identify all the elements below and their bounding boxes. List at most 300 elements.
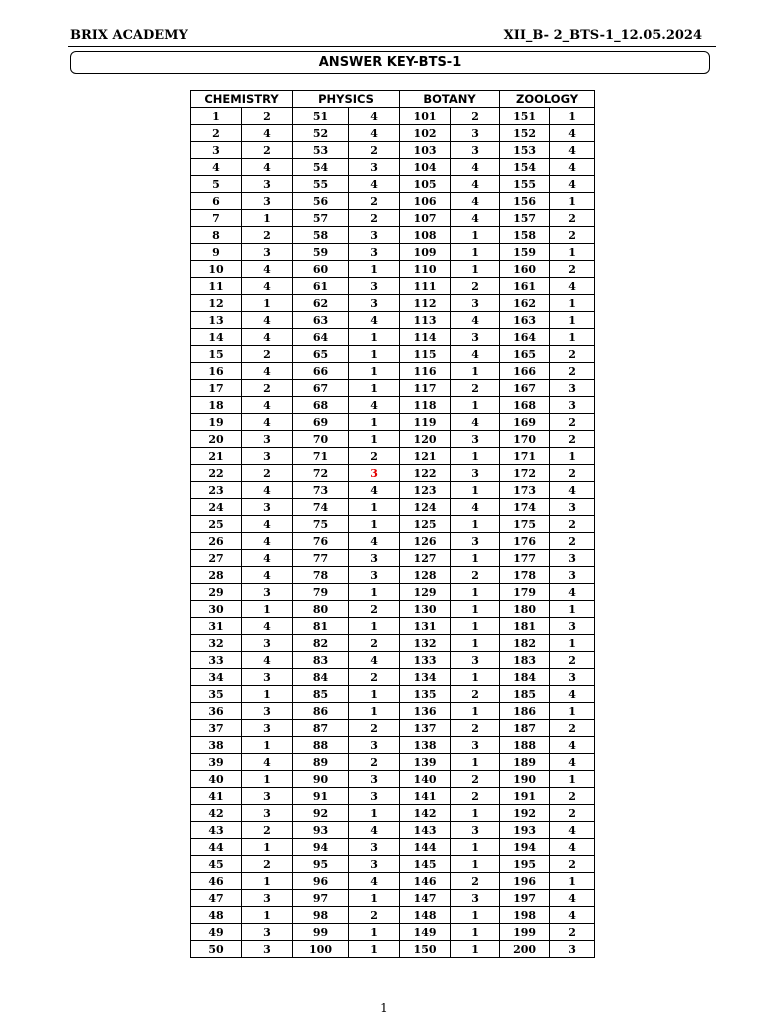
question-number: 48 <box>191 907 242 924</box>
answer-value: 3 <box>451 737 500 754</box>
question-number: 22 <box>191 465 242 482</box>
answer-value: 3 <box>242 703 293 720</box>
question-number: 7 <box>191 210 242 227</box>
answer-value: 4 <box>242 567 293 584</box>
answer-value: 4 <box>550 176 595 193</box>
answer-value: 4 <box>242 533 293 550</box>
answer-value: 1 <box>550 771 595 788</box>
answer-value: 1 <box>451 397 500 414</box>
question-number: 10 <box>191 261 242 278</box>
question-number: 100 <box>293 941 349 958</box>
table-row <box>191 278 595 295</box>
answer-value: 4 <box>451 176 500 193</box>
answer-value: 3 <box>451 890 500 907</box>
question-number: 198 <box>500 907 550 924</box>
question-number: 125 <box>400 516 451 533</box>
answer-value: 1 <box>451 924 500 941</box>
answer-value: 2 <box>349 635 400 652</box>
question-number: 14 <box>191 329 242 346</box>
question-number: 145 <box>400 856 451 873</box>
question-number: 129 <box>400 584 451 601</box>
question-number: 127 <box>400 550 451 567</box>
question-number: 115 <box>400 346 451 363</box>
answer-value: 1 <box>242 839 293 856</box>
answer-value: 4 <box>451 414 500 431</box>
answer-value: 4 <box>550 142 595 159</box>
question-number: 138 <box>400 737 451 754</box>
table-row <box>191 329 595 346</box>
answer-value: 3 <box>451 533 500 550</box>
question-number: 158 <box>500 227 550 244</box>
question-number: 192 <box>500 805 550 822</box>
answer-value: 3 <box>451 295 500 312</box>
question-number: 83 <box>293 652 349 669</box>
question-number: 95 <box>293 856 349 873</box>
question-number: 168 <box>500 397 550 414</box>
question-number: 96 <box>293 873 349 890</box>
question-number: 38 <box>191 737 242 754</box>
answer-value: 4 <box>242 125 293 142</box>
question-number: 72 <box>293 465 349 482</box>
answer-value: 1 <box>451 448 500 465</box>
answer-value: 1 <box>349 941 400 958</box>
question-number: 34 <box>191 669 242 686</box>
answer-value: 1 <box>349 584 400 601</box>
answer-value: 2 <box>349 193 400 210</box>
question-number: 174 <box>500 499 550 516</box>
table-row <box>191 652 595 669</box>
question-number: 191 <box>500 788 550 805</box>
question-number: 101 <box>400 108 451 125</box>
answer-value: 1 <box>349 363 400 380</box>
answer-value: 3 <box>550 669 595 686</box>
question-number: 146 <box>400 873 451 890</box>
answer-value: 3 <box>242 499 293 516</box>
question-number: 160 <box>500 261 550 278</box>
question-number: 42 <box>191 805 242 822</box>
answer-value: 2 <box>242 822 293 839</box>
question-number: 184 <box>500 669 550 686</box>
question-number: 154 <box>500 159 550 176</box>
question-number: 94 <box>293 839 349 856</box>
answer-value: 4 <box>550 822 595 839</box>
answer-value: 1 <box>349 380 400 397</box>
question-number: 187 <box>500 720 550 737</box>
answer-value: 2 <box>550 431 595 448</box>
answer-value: 3 <box>349 737 400 754</box>
question-number: 135 <box>400 686 451 703</box>
answer-value: 3 <box>550 550 595 567</box>
answer-value: 4 <box>242 652 293 669</box>
question-number: 39 <box>191 754 242 771</box>
question-number: 21 <box>191 448 242 465</box>
answer-value: 2 <box>550 465 595 482</box>
question-number: 180 <box>500 601 550 618</box>
answer-value: 1 <box>242 686 293 703</box>
answer-value: 3 <box>550 380 595 397</box>
question-number: 13 <box>191 312 242 329</box>
answer-value: 2 <box>242 465 293 482</box>
question-number: 141 <box>400 788 451 805</box>
question-number: 188 <box>500 737 550 754</box>
question-number: 133 <box>400 652 451 669</box>
answer-value: 2 <box>550 533 595 550</box>
answer-value: 2 <box>242 142 293 159</box>
question-number: 112 <box>400 295 451 312</box>
answer-value: 2 <box>242 856 293 873</box>
question-number: 116 <box>400 363 451 380</box>
question-number: 78 <box>293 567 349 584</box>
table-row <box>191 567 595 584</box>
answer-value: 3 <box>242 924 293 941</box>
answer-value: 3 <box>349 771 400 788</box>
question-number: 193 <box>500 822 550 839</box>
table-row <box>191 686 595 703</box>
answer-value: 3 <box>451 125 500 142</box>
answer-value: 1 <box>451 584 500 601</box>
question-number: 104 <box>400 159 451 176</box>
question-number: 189 <box>500 754 550 771</box>
question-number: 55 <box>293 176 349 193</box>
answer-value: 1 <box>349 924 400 941</box>
answer-value: 1 <box>349 703 400 720</box>
answer-value: 1 <box>451 635 500 652</box>
question-number: 91 <box>293 788 349 805</box>
question-number: 82 <box>293 635 349 652</box>
question-number: 128 <box>400 567 451 584</box>
answer-value: 3 <box>242 431 293 448</box>
question-number: 92 <box>293 805 349 822</box>
answer-value: 1 <box>550 329 595 346</box>
question-number: 140 <box>400 771 451 788</box>
answer-value: 4 <box>242 618 293 635</box>
question-number: 70 <box>293 431 349 448</box>
table-header-row <box>191 91 595 108</box>
table-row <box>191 108 595 125</box>
answer-value: 2 <box>550 652 595 669</box>
answer-value: 4 <box>349 873 400 890</box>
answer-value: 1 <box>349 414 400 431</box>
answer-value: 1 <box>550 108 595 125</box>
question-number: 67 <box>293 380 349 397</box>
answer-value: 3 <box>349 227 400 244</box>
question-number: 84 <box>293 669 349 686</box>
question-number: 117 <box>400 380 451 397</box>
question-number: 56 <box>293 193 349 210</box>
question-number: 126 <box>400 533 451 550</box>
answer-value: 1 <box>451 941 500 958</box>
question-number: 161 <box>500 278 550 295</box>
answer-value: 2 <box>451 278 500 295</box>
answer-value: 1 <box>451 227 500 244</box>
answer-value: 4 <box>349 822 400 839</box>
question-number: 51 <box>293 108 349 125</box>
question-number: 50 <box>191 941 242 958</box>
question-number: 93 <box>293 822 349 839</box>
question-number: 119 <box>400 414 451 431</box>
question-number: 45 <box>191 856 242 873</box>
answer-value: 4 <box>349 397 400 414</box>
table-row <box>191 822 595 839</box>
table-row <box>191 227 595 244</box>
answer-value: 1 <box>550 448 595 465</box>
answer-value: 4 <box>550 890 595 907</box>
answer-value: 1 <box>451 516 500 533</box>
answer-value: 2 <box>242 227 293 244</box>
answer-value: 1 <box>242 210 293 227</box>
answer-value: 3 <box>550 618 595 635</box>
answer-value: 1 <box>242 295 293 312</box>
table-row <box>191 414 595 431</box>
answer-value: 1 <box>349 686 400 703</box>
question-number: 77 <box>293 550 349 567</box>
answer-value: 2 <box>349 907 400 924</box>
table-row <box>191 635 595 652</box>
answer-value: 1 <box>550 244 595 261</box>
answer-value: 3 <box>349 567 400 584</box>
table-row <box>191 363 595 380</box>
question-number: 41 <box>191 788 242 805</box>
answer-value: 1 <box>451 601 500 618</box>
question-number: 74 <box>293 499 349 516</box>
answer-value: 1 <box>451 669 500 686</box>
question-number: 79 <box>293 584 349 601</box>
answer-value: 1 <box>451 805 500 822</box>
table-row <box>191 397 595 414</box>
question-number: 121 <box>400 448 451 465</box>
table-row <box>191 856 595 873</box>
table-row <box>191 244 595 261</box>
question-number: 176 <box>500 533 550 550</box>
answer-value: 3 <box>242 720 293 737</box>
question-number: 11 <box>191 278 242 295</box>
page-number: 1 <box>380 1001 388 1015</box>
question-number: 17 <box>191 380 242 397</box>
answer-value: 3 <box>349 839 400 856</box>
answer-value: 4 <box>550 278 595 295</box>
question-number: 46 <box>191 873 242 890</box>
answer-value: 1 <box>451 703 500 720</box>
answer-value: 1 <box>242 907 293 924</box>
answer-value: 1 <box>349 805 400 822</box>
answer-value: 1 <box>451 482 500 499</box>
table-row <box>191 499 595 516</box>
table-row <box>191 295 595 312</box>
question-number: 6 <box>191 193 242 210</box>
question-number: 44 <box>191 839 242 856</box>
table-row <box>191 142 595 159</box>
question-number: 35 <box>191 686 242 703</box>
answer-value: 1 <box>451 363 500 380</box>
answer-value: 3 <box>349 278 400 295</box>
table-row <box>191 924 595 941</box>
answer-key-table <box>190 90 595 958</box>
column-header-chemistry: CHEMISTRY <box>191 91 293 108</box>
question-number: 197 <box>500 890 550 907</box>
answer-value: 3 <box>550 397 595 414</box>
answer-value: 2 <box>451 788 500 805</box>
question-number: 19 <box>191 414 242 431</box>
question-number: 12 <box>191 295 242 312</box>
answer-value: 1 <box>242 873 293 890</box>
table-row <box>191 176 595 193</box>
answer-value: 4 <box>242 159 293 176</box>
table-row <box>191 159 595 176</box>
answer-value: 3 <box>451 329 500 346</box>
answer-value: 2 <box>550 856 595 873</box>
question-number: 89 <box>293 754 349 771</box>
answer-value: 2 <box>550 346 595 363</box>
question-number: 166 <box>500 363 550 380</box>
question-number: 85 <box>293 686 349 703</box>
table-row <box>191 380 595 397</box>
question-number: 47 <box>191 890 242 907</box>
answer-value: 1 <box>451 839 500 856</box>
answer-value: 3 <box>451 652 500 669</box>
question-number: 172 <box>500 465 550 482</box>
answer-value: 4 <box>550 754 595 771</box>
table-row <box>191 771 595 788</box>
answer-value: 2 <box>451 108 500 125</box>
answer-value: 2 <box>550 516 595 533</box>
question-number: 2 <box>191 125 242 142</box>
question-number: 200 <box>500 941 550 958</box>
question-number: 103 <box>400 142 451 159</box>
question-number: 178 <box>500 567 550 584</box>
table-row <box>191 312 595 329</box>
answer-value: 4 <box>242 482 293 499</box>
answer-value: 1 <box>349 516 400 533</box>
question-number: 68 <box>293 397 349 414</box>
question-number: 190 <box>500 771 550 788</box>
answer-value: 2 <box>451 567 500 584</box>
question-number: 54 <box>293 159 349 176</box>
question-number: 123 <box>400 482 451 499</box>
question-number: 195 <box>500 856 550 873</box>
answer-value: 4 <box>451 312 500 329</box>
question-number: 26 <box>191 533 242 550</box>
answer-value: 3 <box>349 244 400 261</box>
question-number: 49 <box>191 924 242 941</box>
question-number: 196 <box>500 873 550 890</box>
question-number: 165 <box>500 346 550 363</box>
answer-value: 2 <box>550 261 595 278</box>
question-number: 18 <box>191 397 242 414</box>
answer-value: 2 <box>242 380 293 397</box>
answer-value: 4 <box>349 652 400 669</box>
answer-value: 2 <box>550 720 595 737</box>
answer-value: 2 <box>349 601 400 618</box>
answer-value: 4 <box>242 397 293 414</box>
answer-value: 2 <box>550 363 595 380</box>
answer-value: 4 <box>242 261 293 278</box>
question-number: 62 <box>293 295 349 312</box>
question-number: 130 <box>400 601 451 618</box>
answer-value: 1 <box>349 618 400 635</box>
question-number: 102 <box>400 125 451 142</box>
answer-value: 2 <box>242 346 293 363</box>
answer-value: 3 <box>349 465 400 482</box>
question-number: 132 <box>400 635 451 652</box>
answer-value: 1 <box>451 907 500 924</box>
question-number: 149 <box>400 924 451 941</box>
table-row <box>191 890 595 907</box>
question-number: 173 <box>500 482 550 499</box>
answer-value: 2 <box>349 669 400 686</box>
answer-value: 1 <box>349 261 400 278</box>
answer-value: 2 <box>349 142 400 159</box>
answer-value: 1 <box>451 856 500 873</box>
answer-value: 2 <box>451 873 500 890</box>
answer-value: 1 <box>451 261 500 278</box>
question-number: 139 <box>400 754 451 771</box>
answer-value: 3 <box>451 822 500 839</box>
answer-value: 3 <box>242 805 293 822</box>
question-number: 164 <box>500 329 550 346</box>
question-number: 152 <box>500 125 550 142</box>
question-number: 8 <box>191 227 242 244</box>
table-row <box>191 618 595 635</box>
answer-value: 2 <box>451 380 500 397</box>
question-number: 32 <box>191 635 242 652</box>
answer-value: 1 <box>451 618 500 635</box>
question-number: 57 <box>293 210 349 227</box>
question-number: 114 <box>400 329 451 346</box>
answer-value: 2 <box>349 210 400 227</box>
answer-value: 1 <box>550 601 595 618</box>
answer-value: 1 <box>349 499 400 516</box>
answer-value: 2 <box>242 108 293 125</box>
question-number: 199 <box>500 924 550 941</box>
answer-value: 4 <box>349 108 400 125</box>
question-number: 65 <box>293 346 349 363</box>
answer-value: 1 <box>349 329 400 346</box>
table-row <box>191 533 595 550</box>
question-number: 15 <box>191 346 242 363</box>
question-number: 157 <box>500 210 550 227</box>
answer-value: 3 <box>242 244 293 261</box>
table-row <box>191 125 595 142</box>
question-number: 25 <box>191 516 242 533</box>
table-row <box>191 261 595 278</box>
question-number: 181 <box>500 618 550 635</box>
answer-value: 3 <box>451 142 500 159</box>
table-row <box>191 482 595 499</box>
question-number: 36 <box>191 703 242 720</box>
question-number: 182 <box>500 635 550 652</box>
answer-value: 3 <box>242 193 293 210</box>
question-number: 131 <box>400 618 451 635</box>
question-number: 155 <box>500 176 550 193</box>
question-number: 20 <box>191 431 242 448</box>
answer-value: 1 <box>550 312 595 329</box>
answer-value: 1 <box>550 295 595 312</box>
answer-value: 1 <box>242 601 293 618</box>
answer-value: 4 <box>550 125 595 142</box>
question-number: 1 <box>191 108 242 125</box>
answer-value: 2 <box>550 788 595 805</box>
question-number: 120 <box>400 431 451 448</box>
question-number: 105 <box>400 176 451 193</box>
question-number: 175 <box>500 516 550 533</box>
question-number: 108 <box>400 227 451 244</box>
question-number: 37 <box>191 720 242 737</box>
answer-value: 3 <box>349 159 400 176</box>
question-number: 16 <box>191 363 242 380</box>
question-number: 148 <box>400 907 451 924</box>
question-number: 99 <box>293 924 349 941</box>
answer-value: 4 <box>242 312 293 329</box>
